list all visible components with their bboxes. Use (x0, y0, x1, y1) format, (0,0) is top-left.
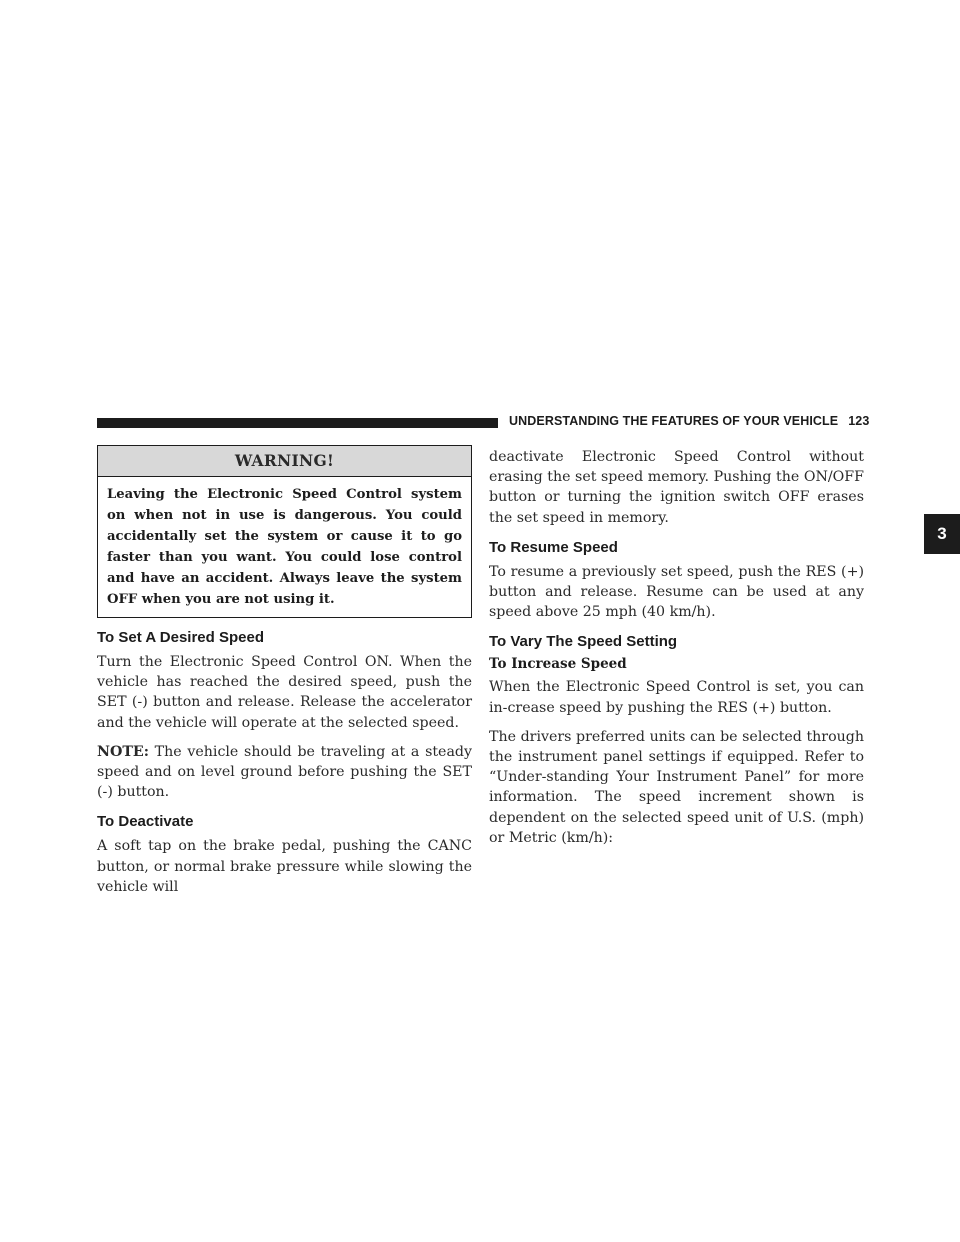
deactivate-paragraph: A soft tap on the brake pedal, pushing the CANC button, or normal brake pressure while slowing the vehicle will (97, 838, 472, 895)
increase-paragraph: When the Electronic Speed Control is set, you can in-crease speed by pushing the RES (+) button. (489, 679, 864, 716)
running-head-title: UNDERSTANDING THE FEATURES OF YOUR VEHICLE (509, 414, 839, 428)
warning-title: WARNING! (98, 446, 471, 477)
warning-text: Leaving the Electronic Speed Control system on when not in use is dangerous. You could accidentally set the system or cause it to go faster than you want. You could lose control and have an accident. Always leave the system OFF when you are not using it. (107, 487, 462, 607)
resume-heading: To Resume Speed (489, 538, 618, 556)
note-label: NOTE: (97, 743, 149, 760)
resume-paragraph: To resume a previously set speed, push the RES (+) button and release. Resume can be used at any speed above 25 mph (40 km/h). (489, 563, 864, 621)
page-number: 123 (848, 414, 870, 428)
chapter-tab: 3 (924, 514, 960, 554)
warning-box (97, 445, 472, 618)
note-paragraph (97, 742, 472, 803)
deactivate-continued-paragraph: deactivate Electronic Speed Control without erasing the set speed memory. Pushing the ON/OFF button or turning the ignition switch OFF erases the set speed in memory. (489, 449, 864, 526)
set-speed-heading: To Set A Desired Speed (97, 629, 264, 646)
note-text: The vehicle should be traveling at a steady speed and on level ground before pushing the SET (-) button. (97, 743, 472, 801)
vary-heading: To Vary The Speed Setting (489, 633, 678, 651)
left-column (97, 445, 472, 906)
set-speed-paragraph: Turn the Electronic Speed Control ON. When the vehicle has reached the desired speed, push the SET (-) button and release. Release the accelerator and the vehicle will operate at the selected speed. (97, 654, 472, 731)
units-paragraph: The drivers preferred units can be selected through the instrument panel settings if equipped. Refer to “Under-standing Your Instrument Panel” for more information. The speed increment shown is dependent on the selected speed unit of U.S. (mph) or Metric (km/h): (489, 728, 864, 846)
header-rule (97, 418, 498, 428)
running-head (509, 414, 870, 428)
increase-heading: To Increase Speed (489, 656, 627, 673)
deactivate-heading: To Deactivate (97, 813, 194, 831)
right-column (489, 447, 864, 857)
